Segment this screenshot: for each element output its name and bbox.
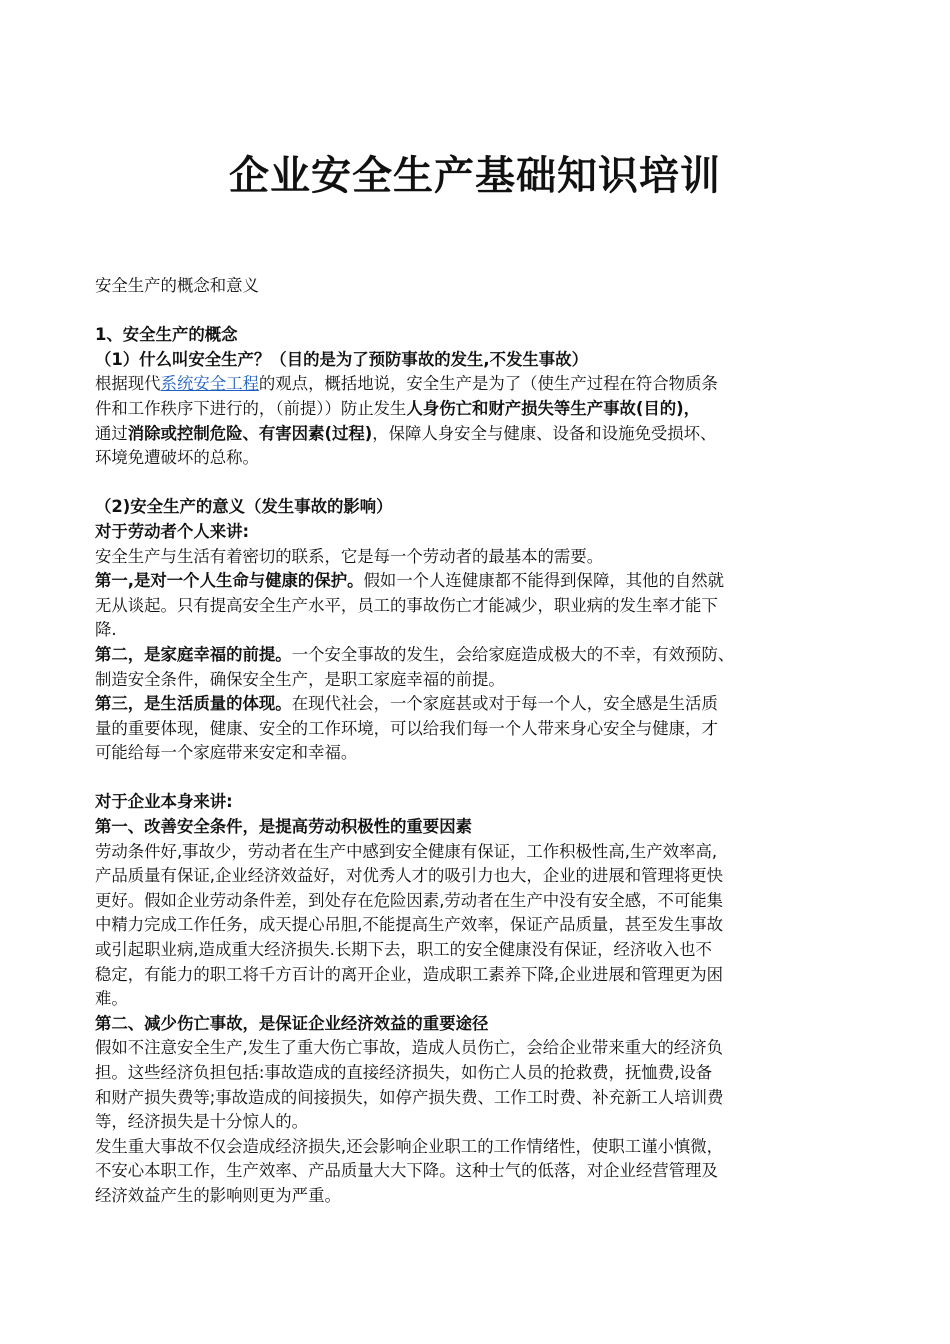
- text-run: ，: [683, 398, 701, 418]
- third-point-line-3: 可能给每一个家庭带来安定和幸福。: [95, 743, 358, 763]
- bold-run: 消除或控制危险、有害因素(过程): [127, 423, 373, 443]
- first-point-line-2: 无从谈起。只有提高安全生产水平，员工的事故伤亡才能减少，职业病的发生率才能下: [95, 595, 718, 615]
- concept-paragraph-line-1: [95, 372, 845, 397]
- document-title: 企业安全生产基础知识培训: [229, 152, 721, 199]
- text-run: 一个安全事故的发生，会给家庭造成极大的不幸，有效预防、: [291, 644, 735, 664]
- third-point-line-1: [95, 692, 845, 717]
- concept-heading: 1、安全生产的概念: [95, 325, 238, 345]
- concept-paragraph-line-3: [95, 422, 845, 447]
- text-run: 的观点，概括地说，安全生产是为了（使生产过程在符合物质条: [258, 374, 718, 394]
- enterprise-point1-line: 稳定，有能力的职工将千方百计的离开企业，造成职工素养下降,企业进展和管理更为困: [95, 964, 724, 984]
- first-point-line-1: [95, 569, 845, 594]
- text-run: 假如一个人连健康都不能得到保障，其他的自然就: [363, 571, 725, 591]
- document-body: [95, 274, 845, 1209]
- section-heading: 安全生产的概念和意义: [95, 276, 259, 295]
- meaning-heading: （2)安全生产的意义（发生事故的影响）: [95, 497, 393, 517]
- enterprise-point2-line: 不安心本职工作，生产效率、产品质量大大下降。这种士气的低落，对企业经营管理及: [95, 1161, 718, 1181]
- bold-run: 第一,是对一个人生命与健康的保护。: [95, 571, 364, 591]
- enterprise-point2-line: 和财产损失费等;事故造成的间接损失，如停产损失费、工作工时费、补充新工人培训费: [95, 1087, 724, 1107]
- second-point-line-1: [95, 643, 845, 668]
- first-point-line-3: 降.: [95, 620, 117, 640]
- enterprise-point1-line: 或引起职业病,造成重大经济损失.长期下去，职工的安全健康没有保证，经济收入也不: [95, 940, 712, 960]
- concept-paragraph-line-4: 环境免遭破坏的总称。: [95, 448, 259, 468]
- concept-paragraph-line-2: [95, 397, 845, 422]
- enterprise-point2-line: 假如不注意安全生产,发生了重大伤亡事故，造成人员伤亡，会给企业带来重大的经济负: [95, 1038, 724, 1058]
- enterprise-point2-line: 发生重大事故不仅会造成经济损失,还会影响企业职工的工作情绪性，使职工谨小慎微，: [95, 1136, 724, 1156]
- enterprise-point2-line: 经济效益产生的影响则更为严重。: [95, 1185, 341, 1205]
- bold-run: 第三，是生活质量的体现。: [95, 694, 292, 714]
- text-run: 根据现代: [95, 374, 161, 394]
- text-run: 在现代社会，一个家庭甚或对于每一个人，安全感是生活质: [291, 694, 718, 714]
- enterprise-point1-heading: 第一、改善安全条件，是提高劳动积极性的重要因素: [95, 817, 472, 837]
- bold-run: 第二，是家庭幸福的前提。: [95, 644, 292, 664]
- enterprise-point1-line: 中精力完成工作任务，成天提心吊胆,不能提高生产效率，保证产品质量，甚至发生事故: [95, 915, 724, 935]
- enterprise-point1-line: 难。: [95, 989, 128, 1009]
- bold-run: 人身伤亡和财产损失等生产事故(目的): [406, 398, 684, 418]
- concept-question: （1）什么叫安全生产？（目的是为了预防事故的发生,不发生事故）: [95, 349, 588, 369]
- third-point-line-2: 量的重要体现，健康、安全的工作环境，可以给我们每一个人带来身心安全与健康，才: [95, 718, 718, 738]
- enterprise-heading: 对于企业本身来讲:: [95, 792, 233, 812]
- enterprise-point2-line: 等，经济损失是十分惊人的。: [95, 1112, 309, 1132]
- text-run: 通过: [95, 423, 128, 443]
- personal-intro: 安全生产与生活有着密切的联系，它是每一个劳动者的最基本的需要。: [95, 546, 604, 566]
- enterprise-point2-line: 担。这些经济负担包括:事故造成的直接经济损失，如伤亡人员的抢救费，抚恤费,设备: [95, 1063, 713, 1082]
- personal-heading: 对于劳动者个人来讲:: [95, 521, 250, 541]
- text-run: 件和工作秩序下进行的，（前提））防止发生: [95, 398, 407, 418]
- enterprise-point2-heading: 第二、减少伤亡事故，是保证企业经济效益的重要途径: [95, 1013, 489, 1033]
- second-point-line-2: 制造安全条件，确保安全生产，是职工家庭幸福的前提。: [95, 669, 505, 689]
- system-safety-engineering-link[interactable]: 系统安全工程: [160, 374, 259, 394]
- enterprise-point1-line: 劳动条件好,事故少，劳动者在生产中感到安全健康有保证，工作积极性高,生产效率高,: [95, 841, 718, 861]
- enterprise-point1-line: 更好。假如企业劳动条件差，到处存在危险因素,劳动者在生产中没有安全感，不可能集: [95, 890, 724, 910]
- enterprise-point1-line: 产品质量有保证,企业经济效益好，对优秀人才的吸引力也大，企业的进展和管理将更快: [95, 866, 724, 886]
- text-run: ，保障人身安全与健康、设备和设施免受损坏、: [372, 423, 717, 443]
